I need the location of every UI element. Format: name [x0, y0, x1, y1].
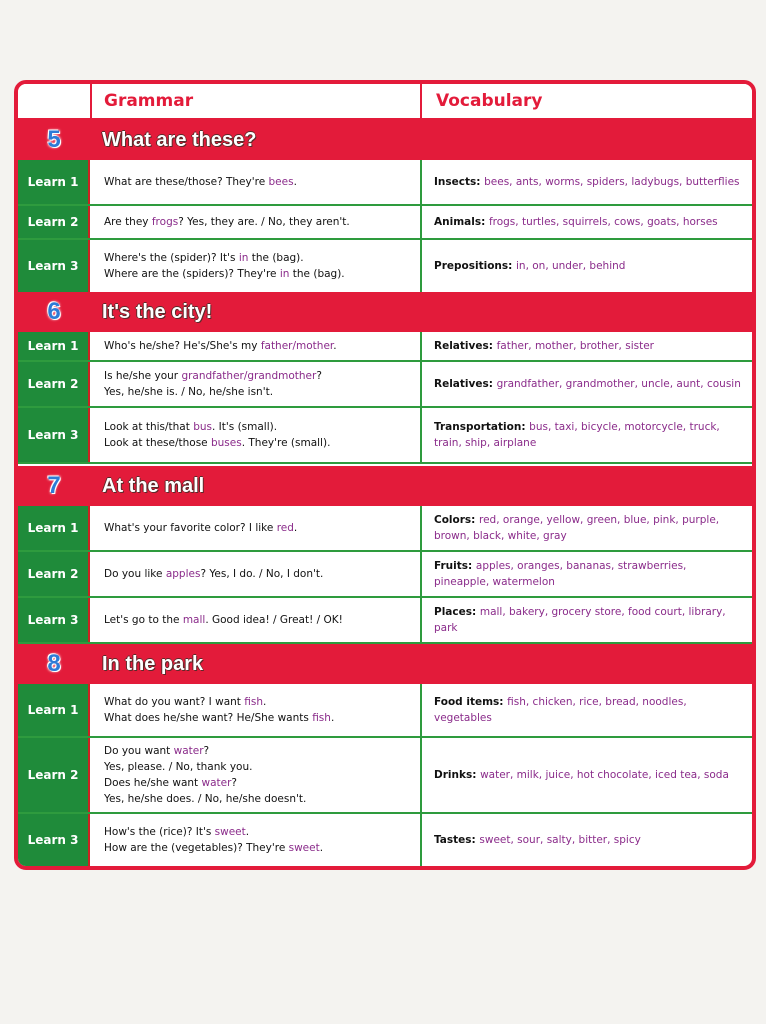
- lesson-row: [18, 362, 752, 408]
- learn-label: Learn 2: [18, 738, 90, 812]
- grammar-line: [104, 266, 420, 282]
- lesson-row: [18, 814, 752, 868]
- target-word: bees: [268, 176, 294, 188]
- grammar-text: the (bag).: [289, 268, 345, 280]
- grammar-text: ? Yes, I do. / No, I don't.: [200, 568, 324, 580]
- grammar-text: Where are the (spiders)? They're: [104, 268, 280, 280]
- grammar-column-header: Grammar: [92, 84, 422, 118]
- target-word: sweet: [214, 826, 246, 838]
- learn-label: Learn 1: [18, 684, 90, 736]
- unit-number: 8: [47, 650, 61, 677]
- learn-label: Learn 1: [18, 506, 90, 550]
- grammar-line: [104, 775, 420, 791]
- syllabus-table: [14, 80, 756, 870]
- grammar-text: What's your favorite color? I like: [104, 522, 277, 534]
- unit-number: 5: [47, 126, 61, 153]
- grammar-line: [104, 759, 420, 775]
- unit-number: 7: [47, 472, 61, 499]
- grammar-line: [104, 824, 420, 840]
- unit-title: What are these?: [102, 129, 257, 151]
- vocabulary-cell: [424, 240, 752, 292]
- grammar-line: [104, 368, 420, 384]
- unit-banner: [18, 466, 752, 506]
- grammar-text: .: [293, 176, 297, 188]
- vocabulary-column-header: Vocabulary: [436, 91, 543, 111]
- grammar-cell: [92, 552, 422, 596]
- grammar-line: [104, 174, 420, 190]
- target-word: sweet: [288, 842, 320, 854]
- grammar-cell: [92, 240, 422, 292]
- grammar-text: ?: [203, 745, 210, 757]
- target-word: grandfather/grandmother: [181, 370, 317, 382]
- target-word: water: [173, 745, 204, 757]
- grammar-text: Do you want: [104, 745, 174, 757]
- vocab-category: Places:: [434, 606, 480, 618]
- unit-title: It's the city!: [102, 301, 213, 323]
- grammar-line: [104, 566, 420, 582]
- grammar-cell: [92, 362, 422, 406]
- vocabulary-cell: [424, 332, 752, 360]
- unit-title: At the mall: [102, 475, 205, 497]
- lesson-row: [18, 206, 752, 240]
- vocab-category: Tastes:: [434, 834, 480, 846]
- learn-label: Learn 3: [18, 408, 90, 462]
- lesson-row: [18, 506, 752, 552]
- lesson-row: [18, 738, 752, 814]
- lesson-row: [18, 332, 752, 362]
- unit-number: 6: [47, 298, 61, 325]
- target-word: in: [238, 252, 249, 264]
- grammar-cell: [92, 506, 422, 550]
- grammar-text: Where's the (spider)? It's: [104, 252, 239, 264]
- grammar-text: Let's go to the: [104, 614, 183, 626]
- grammar-line: [104, 694, 420, 710]
- grammar-line: [104, 384, 420, 400]
- unit-banner: [18, 644, 752, 684]
- grammar-text: the (bag).: [248, 252, 304, 264]
- vocabulary-cell: [424, 206, 752, 238]
- grammar-line: [104, 791, 420, 807]
- grammar-line: [104, 250, 420, 266]
- vocabulary-cell: [424, 684, 752, 736]
- grammar-cell: [92, 206, 422, 238]
- learn-label: Learn 2: [18, 362, 90, 406]
- target-word: apples: [165, 568, 201, 580]
- lesson-row: [18, 160, 752, 206]
- learn-label: Learn 1: [18, 332, 90, 360]
- grammar-cell: [92, 684, 422, 736]
- grammar-cell: [92, 160, 422, 204]
- lesson-row: [18, 240, 752, 294]
- vocab-words: in, on, under, behind: [516, 260, 626, 272]
- vocabulary-cell: [424, 552, 752, 596]
- vocab-words: apples, oranges, bananas, strawberries, pineapple, watermelon: [434, 560, 687, 588]
- grammar-text: Yes, he/she is. / No, he/she isn't.: [104, 386, 274, 398]
- vocab-words: red, orange, yellow, green, blue, pink, purple, brown, black, white, gray: [434, 514, 720, 542]
- vocab-category: Food items:: [434, 696, 508, 708]
- grammar-text: Yes, please. / No, thank you.: [104, 761, 253, 773]
- grammar-text: .: [330, 712, 335, 724]
- target-word: mall: [182, 614, 206, 626]
- grammar-text: .: [319, 842, 324, 854]
- lesson-row: [18, 552, 752, 598]
- vocab-words: bees, ants, worms, spiders, ladybugs, butterflies: [484, 176, 740, 188]
- lesson-row: [18, 408, 752, 464]
- grammar-text: What are these/those? They're: [104, 176, 269, 188]
- vocab-category: Prepositions:: [434, 260, 516, 272]
- vocab-category: Relatives:: [434, 340, 497, 352]
- vocabulary-cell: [424, 160, 752, 204]
- vocabulary-cell: [424, 362, 752, 406]
- target-word: fish: [312, 712, 331, 724]
- learn-label: Learn 3: [18, 814, 90, 866]
- grammar-line: [104, 612, 420, 628]
- grammar-cell: [92, 598, 422, 642]
- vocabulary-cell: [424, 814, 752, 866]
- vocab-words: frogs, turtles, squirrels, cows, goats, horses: [488, 216, 718, 228]
- vocab-category: Insects:: [434, 176, 485, 188]
- target-word: red: [276, 522, 294, 534]
- grammar-line: [104, 419, 420, 435]
- grammar-text: Does he/she want: [104, 777, 202, 789]
- grammar-text: Who's he/she? He's/She's my: [104, 340, 261, 352]
- vocabulary-cell: [424, 738, 752, 812]
- grammar-text: Is he/she your: [104, 370, 182, 382]
- target-word: buses: [210, 437, 242, 449]
- header-blank-cell: [18, 84, 92, 118]
- grammar-text: . They're (small).: [241, 437, 331, 449]
- target-word: in: [279, 268, 290, 280]
- grammar-line: [104, 338, 420, 354]
- vocabulary-cell: [424, 408, 752, 462]
- learn-label: Learn 3: [18, 240, 90, 292]
- grammar-text: ?: [231, 777, 237, 789]
- grammar-line: [104, 840, 420, 856]
- grammar-line: [104, 214, 420, 230]
- grammar-line: [104, 710, 420, 726]
- vocab-words: grandfather, grandmother, uncle, aunt, cousin: [496, 378, 741, 390]
- learn-label: Learn 3: [18, 598, 90, 642]
- unit-title: In the park: [102, 653, 204, 675]
- grammar-text: .: [333, 340, 337, 352]
- target-word: father/mother: [260, 340, 334, 352]
- vocab-category: Colors:: [434, 514, 480, 526]
- vocab-words: fish, chicken, rice, bread, noodles, vegetables: [434, 696, 687, 724]
- target-word: bus: [193, 421, 212, 433]
- vocab-words: father, mother, brother, sister: [496, 340, 654, 352]
- target-word: fish: [244, 696, 264, 708]
- grammar-line: [104, 435, 420, 451]
- grammar-cell: [92, 814, 422, 866]
- unit-banner: [18, 292, 752, 332]
- grammar-text: Are they: [104, 216, 152, 228]
- grammar-text: . Good idea! / Great! / OK!: [205, 614, 343, 626]
- table-header: [18, 84, 752, 120]
- grammar-line: [104, 520, 420, 536]
- grammar-cell: [92, 408, 422, 462]
- vocab-words: sweet, sour, salty, bitter, spicy: [479, 834, 641, 846]
- grammar-text: Yes, he/she does. / No, he/she doesn't.: [104, 793, 307, 805]
- grammar-text: .: [293, 522, 298, 534]
- vocab-category: Transportation:: [434, 421, 530, 433]
- grammar-text: .: [263, 696, 267, 708]
- grammar-text: ?: [316, 370, 322, 382]
- grammar-text: Look at these/those: [104, 437, 211, 449]
- target-word: water: [201, 777, 232, 789]
- grammar-text: What do you want? I want: [104, 696, 245, 708]
- grammar-text: How's the (rice)? It's: [104, 826, 215, 838]
- vocabulary-cell: [424, 506, 752, 550]
- grammar-line: [104, 743, 420, 759]
- grammar-cell: [92, 332, 422, 360]
- vocab-category: Relatives:: [434, 378, 497, 390]
- unit-banner: [18, 120, 752, 160]
- grammar-cell: [92, 738, 422, 812]
- grammar-text: .: [245, 826, 250, 838]
- grammar-text: How are the (vegetables)? They're: [104, 842, 289, 854]
- learn-label: Learn 1: [18, 160, 90, 204]
- grammar-text: ? Yes, they are. / No, they aren't.: [178, 216, 350, 228]
- grammar-text: What does he/she want? He/She wants: [104, 712, 313, 724]
- vocabulary-cell: [424, 598, 752, 642]
- vocab-category: Drinks:: [434, 769, 481, 781]
- grammar-text: Look at this/that: [104, 421, 194, 433]
- vocab-category: Animals:: [434, 216, 489, 228]
- vocab-words: bus, taxi, bicycle, motorcycle, truck, train, ship, airplane: [434, 421, 720, 449]
- vocab-category: Fruits:: [434, 560, 476, 572]
- grammar-text: . It's (small).: [211, 421, 278, 433]
- grammar-text: Do you like: [104, 568, 166, 580]
- learn-label: Learn 2: [18, 206, 90, 238]
- learn-label: Learn 2: [18, 552, 90, 596]
- vocab-words: water, milk, juice, hot chocolate, iced tea, soda: [480, 769, 729, 781]
- lesson-row: [18, 684, 752, 738]
- target-word: frogs: [151, 216, 179, 228]
- lesson-row: [18, 598, 752, 644]
- vocab-words: mall, bakery, grocery store, food court, library, park: [434, 606, 726, 634]
